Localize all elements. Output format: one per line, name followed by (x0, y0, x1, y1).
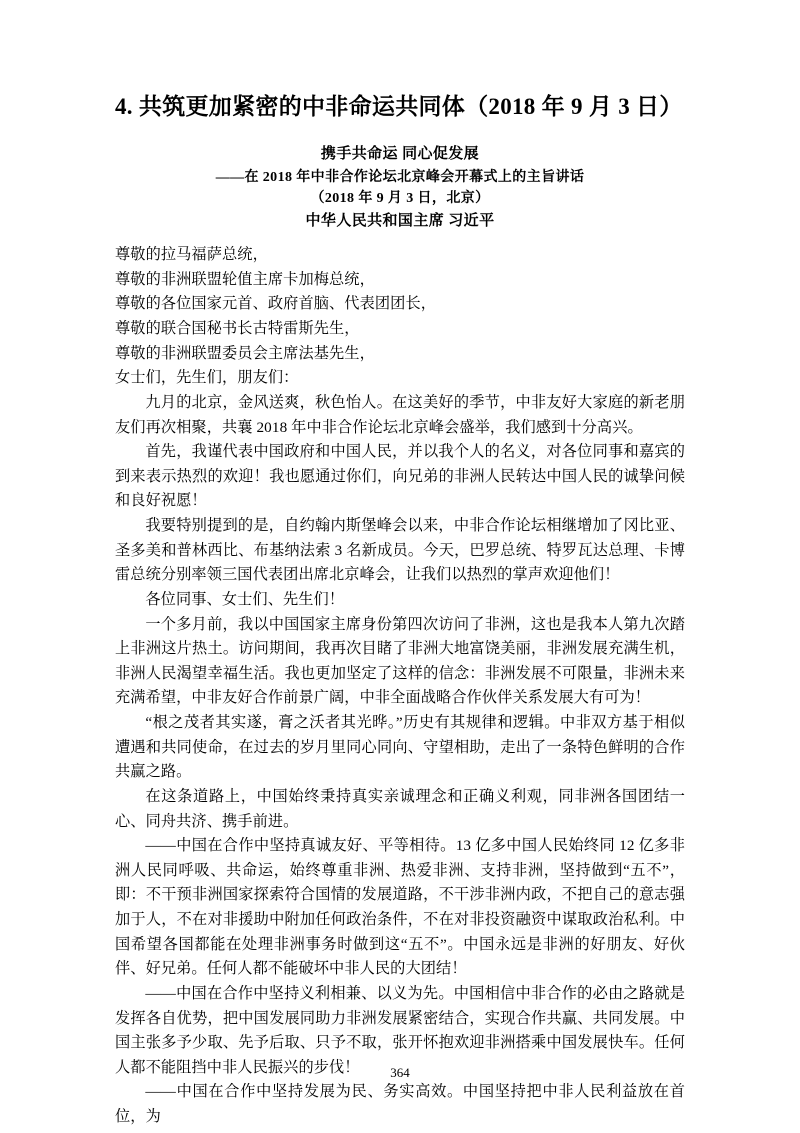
page-title: 4. 共筑更加紧密的中非命运共同体（2018 年 9 月 3 日） (115, 94, 683, 119)
paragraph: 一个多月前，我以中国国家主席身份第四次访问了非洲，这也是我本人第九次踏上非洲这片热土。访问期间，我再次目睹了非洲大地富饶美丽，非洲发展充满生机，非洲人民渴望幸福生活。我也更加坚定了这样的信念：非洲发展不可限量，非洲未来充满希望，中非友好合作前景广阔，中非全面战略合作伙伴关系发展大有可为！ (115, 615, 685, 707)
speech-heading-block (115, 143, 685, 233)
paragraph: 我要特别提到的是，自约翰内斯堡峰会以来，中非合作论坛相继增加了冈比亚、圣多美和普林西比、布基纳法索 3 名新成员。今天，巴罗总统、特罗瓦达总理、卡博雷总统分别率领三国代表团出席北京峰会，让我们以热烈的掌声欢迎他们！ (115, 517, 685, 584)
paragraph: ——中国在合作中坚持义利相兼、以义为先。中国相信中非合作的必由之路就是发挥各自优势，把中国发展同助力非洲发展紧密结合，实现合作共赢、共同发展。中国主张多予少取、先予后取、只予不取，张开怀抱欢迎非洲搭乘中国发展快车。任何人都不能阻挡中非人民振兴的步伐！ (115, 984, 685, 1076)
salutation-line: 尊敬的各位国家元首、政府首脑、代表团团长， (115, 295, 437, 313)
paragraph: 在这条道路上，中国始终秉持真实亲诚理念和正确义利观，同非洲各国团结一心、同舟共济、携手前进。 (115, 787, 685, 830)
paragraph: 各位同事、女士们、先生们！ (145, 590, 345, 608)
salutation-line: 尊敬的拉马福萨总统， (115, 246, 268, 264)
paragraph: ——中国在合作中坚持真诚友好、平等相待。13 亿多中国人民始终同 12 亿多非洲人民同呼吸、共命运，始终尊重非洲、热爱非洲、支持非洲，坚持做到“五不”，即：不干预非洲国家探索符合国情的发展道路，不干涉非洲内政，不把自己的意志强加于人，不在对非援助中附加任何政治条件，不在对非投资融资中谋取政治私利。中国希望各国都能在处理非洲事务时做到这“五不”。中国永远是非洲的好朋友、好伙伴、好兄弟。任何人都不能破坏中非人民的大团结！ (115, 837, 685, 978)
salutation-line: 尊敬的非洲联盟委员会主席法基先生， (115, 344, 375, 362)
paragraph: 首先，我谨代表中国政府和中国人民，并以我个人的名义，对各位同事和嘉宾的到来表示热烈的欢迎！我也愿通过你们，向兄弟的非洲人民转达中国人民的诚挚问候和良好祝愿！ (115, 443, 685, 510)
paragraph: 九月的北京，金风送爽，秋色怡人。在这美好的季节，中非友好大家庭的新老朋友们再次相聚，共襄 2018 年中非合作论坛北京峰会盛举，我们感到十分高兴。 (115, 393, 685, 436)
speech-title: 携手共命运 同心促发展 (320, 146, 480, 163)
salutation-line: 尊敬的联合国秘书长古特雷斯先生， (115, 320, 360, 337)
speech-speaker: 中华人民共和国主席 习近平 (305, 212, 495, 229)
paragraph: “根之茂者其实遂，膏之沃者其光晔。”历史有其规律和逻辑。中非双方基于相似遭遇和共同使命，在过去的岁月里同心同向、守望相助，走出了一条特色鲜明的合作共赢之路。 (115, 714, 685, 781)
paragraph: ——中国在合作中坚持发展为民、务实高效。中国坚持把中非人民利益放在首位，为 (115, 1083, 685, 1125)
speech-subtitle: ——在 2018 年中非合作论坛北京峰会开幕式上的主旨讲话 (215, 169, 585, 185)
salutation-line: 女士们，先生们，朋友们： (115, 369, 299, 387)
page-number: 364 (390, 1065, 410, 1080)
salutation-block (115, 243, 685, 391)
salutation-line: 尊敬的非洲联盟轮值主席卡加梅总统， (115, 270, 375, 288)
speech-date-place: （2018 年 9 月 3 日，北京） (310, 191, 490, 207)
body-block (115, 391, 685, 1130)
